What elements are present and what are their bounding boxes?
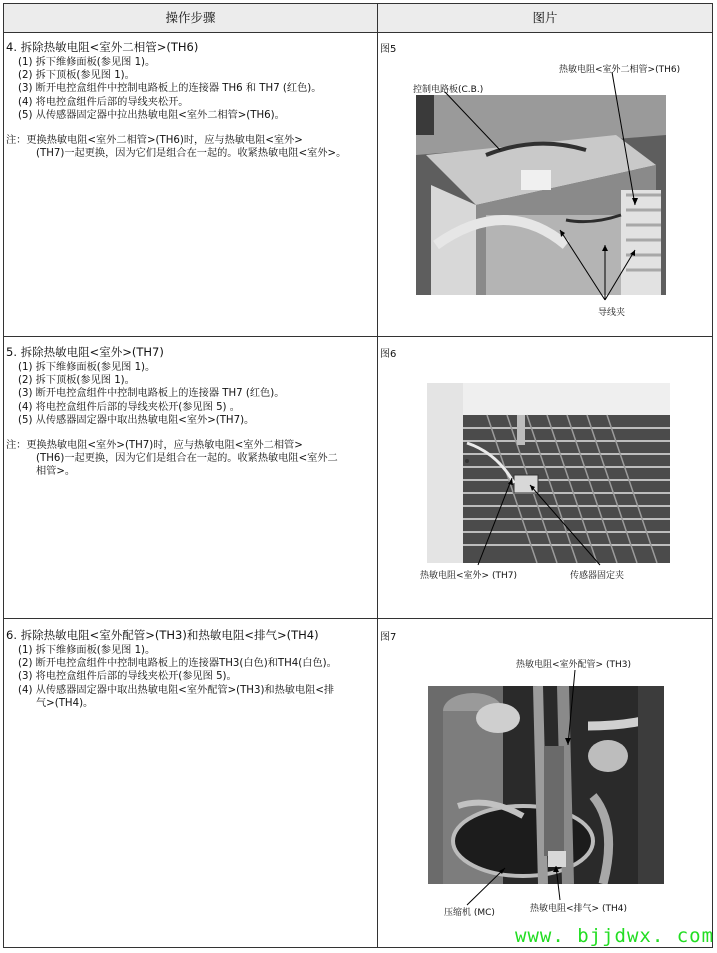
figure-label: 图6 xyxy=(380,349,397,360)
step-item: (2) 拆下顶板(参见图 1)。 xyxy=(18,375,135,387)
figure-label: 图7 xyxy=(380,632,397,643)
caption-wire-clamp: 导线夹 xyxy=(598,308,626,318)
caption-th7: 热敏电阻<室外> (TH7) xyxy=(420,571,517,581)
step-item: (4) 将电控盒组件后部的导线夹松开。 xyxy=(18,96,189,108)
section-title: 5. 拆除热敏电阻<室外>(TH7) xyxy=(6,345,164,359)
table-header xyxy=(4,4,712,33)
caption-compressor: 压缩机 (MC) xyxy=(444,908,495,918)
photo-fig7 xyxy=(428,686,664,884)
note xyxy=(6,134,366,160)
step-item: (2) 拆下顶板(参见图 1)。 xyxy=(18,70,135,82)
step-item: (3) 断开电控盒组件中控制电路板上的连接器 TH7 (红色)。 xyxy=(18,388,285,400)
photo-fig6 xyxy=(427,383,670,563)
note-line: (TH7)一起更换，因为它们是组合在一起的。收紧热敏电阻<室外>。 xyxy=(36,148,347,160)
photo-fig5 xyxy=(416,95,666,295)
step-item: (5) 从传感器固定器中拉出热敏电阻<室外二相管>(TH6)。 xyxy=(18,109,285,121)
section-title: 6. 拆除热敏电阻<室外配管>(TH3)和热敏电阻<排气>(TH4) xyxy=(6,628,319,642)
caption-control-board: 控制电路板(C.B.) xyxy=(413,85,484,95)
step-item: (3) 将电控盒组件后部的导线夹松开(参见图 5)。 xyxy=(18,671,237,683)
caption-sensor-clip: 传感器固定夹 xyxy=(570,571,625,581)
note-line: 注：更换热敏电阻<室外>(TH7)时，应与热敏电阻<室外二相管> xyxy=(6,440,303,452)
step-item: (3) 断开电控盒组件中控制电路板上的连接器 TH6 和 TH7 (红色)。 xyxy=(18,83,322,95)
header-figures: 图片 xyxy=(532,10,558,25)
watermark-text: www. bjjdwx. com xyxy=(515,925,715,947)
column-divider xyxy=(377,4,378,947)
step-item: (4) 从传感器固定器中取出热敏电阻<室外配管>(TH3)和热敏电阻<排 xyxy=(18,684,335,696)
note-line: 注：更换热敏电阻<室外二相管>(TH6)时，应与热敏电阻<室外> xyxy=(6,135,303,147)
row-divider xyxy=(4,336,712,337)
caption-th3: 热敏电阻<室外配管> (TH3) xyxy=(516,660,631,670)
step-section-th3-th4 xyxy=(6,628,366,710)
step-item: (1) 拆下维修面板(参见图 1)。 xyxy=(18,645,156,656)
note-line: (TH6)一起更换，因为它们是组合在一起的。收紧热敏电阻<室外二 xyxy=(36,453,338,465)
figure-label: 图5 xyxy=(380,44,397,55)
caption-th6: 热敏电阻<室外二相管>(TH6) xyxy=(559,65,681,75)
step-item: (5) 从传感器固定器中取出热敏电阻<室外>(TH7)。 xyxy=(18,414,255,426)
step-item: 气>(TH4)。 xyxy=(36,697,94,709)
step-section-th6 xyxy=(6,40,366,160)
header-steps: 操作步骤 xyxy=(165,10,216,25)
row-divider xyxy=(4,618,712,619)
note-line: 相管>。 xyxy=(36,466,76,478)
step-section-th7 xyxy=(6,345,366,479)
note xyxy=(6,439,366,479)
section-title: 4. 拆除热敏电阻<室外二相管>(TH6) xyxy=(6,40,199,54)
step-item: (2) 断开电控盒组件中控制电路板上的连接器TH3(白色)和TH4(白色)。 xyxy=(18,658,337,670)
step-item: (1) 拆下维修面板(参见图 1)。 xyxy=(18,57,156,68)
step-item: (4) 将电控盒组件后部的导线夹松开(参见图 5) 。 xyxy=(18,401,240,413)
caption-th4: 热敏电阻<排气> (TH4) xyxy=(530,904,627,914)
step-item: (1) 拆下维修面板(参见图 1)。 xyxy=(18,362,156,373)
